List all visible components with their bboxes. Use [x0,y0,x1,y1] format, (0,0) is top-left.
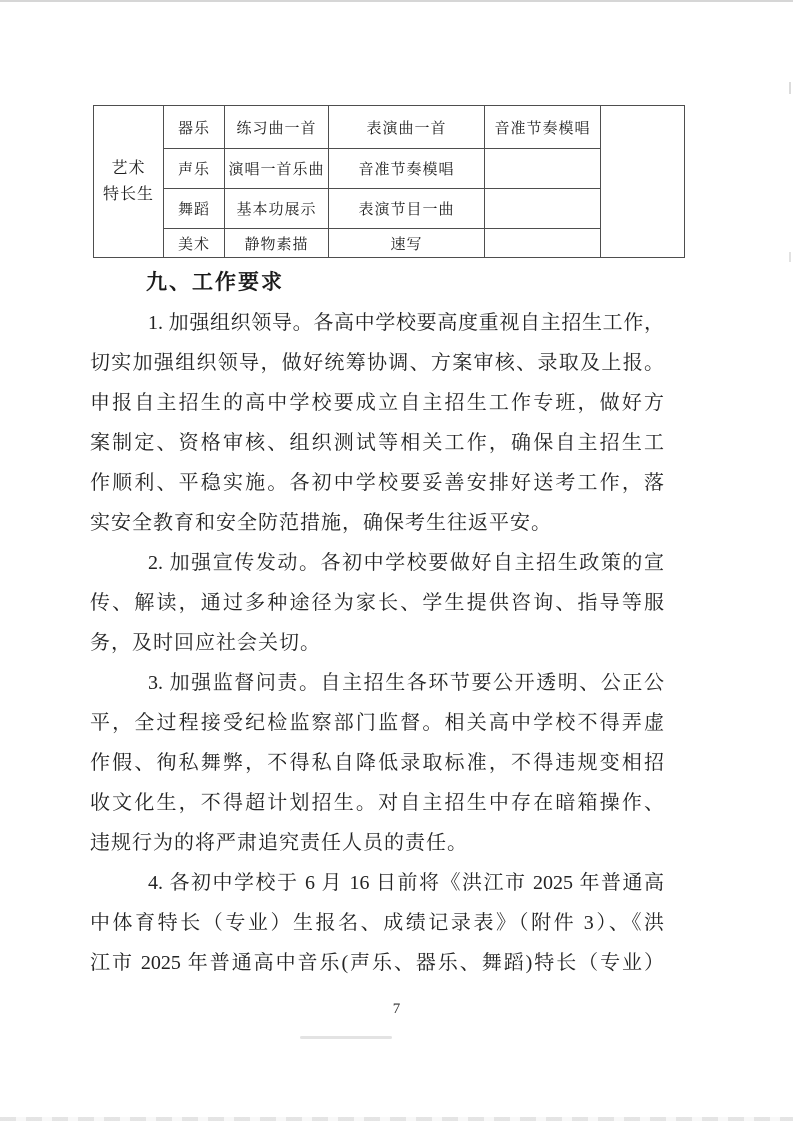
body-line: 传、解读，通过多种途径为家长、学生提供咨询、指导等服 [90,592,664,614]
paragraph [90,543,664,663]
body-line: 收文化生，不得超计划招生。对自主招生中存在暗箱操作、 [90,792,664,814]
table-row [94,106,685,149]
table-cell-empty [601,106,685,258]
group-label-line: 艺术 [111,159,146,177]
table-cell-category: 声乐 [164,149,225,189]
group-label-line: 特长生 [102,185,154,203]
body-line: 4. 各初中学校于 6 月 16 日前将《洪江市 2025 年普通高 [148,872,664,894]
table-cell-item [485,189,601,229]
page-number: 7 [392,1001,401,1017]
table-cell-item: 音准节奏模唱 [329,149,485,189]
body-line: 务，及时回应社会关切。 [90,632,321,654]
art-specialty-exam-table [93,105,685,258]
paragraph [90,303,664,543]
body-line: 实安全教育和安全防范措施，确保考生往返平安。 [90,512,552,534]
body-line: 3. 加强监督问责。自主招生各环节要公开透明、公正公 [148,672,664,694]
scan-artifact [789,82,791,94]
scan-edge-top [0,0,793,2]
scan-edge-bottom [0,1117,793,1121]
table-cell-item: 基本功展示 [225,189,329,229]
table-cell-group-label [94,106,164,258]
table-cell-category: 器乐 [164,106,225,149]
table-cell-item: 演唱一首乐曲 [225,149,329,189]
table-cell-item: 表演节目一曲 [329,189,485,229]
body-line: 江市 2025 年普通高中音乐(声乐、器乐、舞蹈)特长（专业） [90,952,664,974]
body-line: 2. 加强宣传发动。各初中学校要做好自主招生政策的宣 [148,552,664,574]
table-cell-item [485,229,601,258]
body-line: 申报自主招生的高中学校要成立自主招生工作专班，做好方 [90,392,664,414]
body-line: 中体育特长（专业）生报名、成绩记录表》（附件 3）、《洪 [90,912,664,934]
document-body [90,263,664,983]
body-line: 平，全过程接受纪检监察部门监督。相关高中学校不得弄虚 [90,712,664,734]
scan-artifact [789,252,791,262]
table-cell-item: 音准节奏模唱 [485,106,601,149]
body-line: 切实加强组织领导，做好统筹协调、方案审核、录取及上报。 [90,352,664,374]
table-cell-item [485,149,601,189]
paragraph [90,663,664,863]
body-line: 1. 加强组织领导。各高中学校要高度重视自主招生工作， [148,312,664,334]
table-cell-item: 练习曲一首 [225,106,329,149]
section-heading: 九、工作要求 [146,271,284,294]
table-row [94,229,685,258]
body-line: 作顺利、平稳实施。各初中学校要妥善安排好送考工作，落 [90,472,664,494]
table-cell-category: 舞蹈 [164,189,225,229]
paragraph [90,863,664,983]
table-cell-category: 美术 [164,229,225,258]
table-cell-item: 表演曲一首 [329,106,485,149]
body-line: 违规行为的将严肃追究责任人员的责任。 [90,832,468,854]
table-cell-item: 静物素描 [225,229,329,258]
body-line: 作假、徇私舞弊，不得私自降低录取标准，不得违规变相招 [90,752,664,774]
table-row [94,149,685,189]
table-cell-item: 速写 [329,229,485,258]
body-line: 案制定、资格审核、组织测试等相关工作，确保自主招生工 [90,432,664,454]
table-row [94,189,685,229]
scan-smudge [300,1036,392,1039]
